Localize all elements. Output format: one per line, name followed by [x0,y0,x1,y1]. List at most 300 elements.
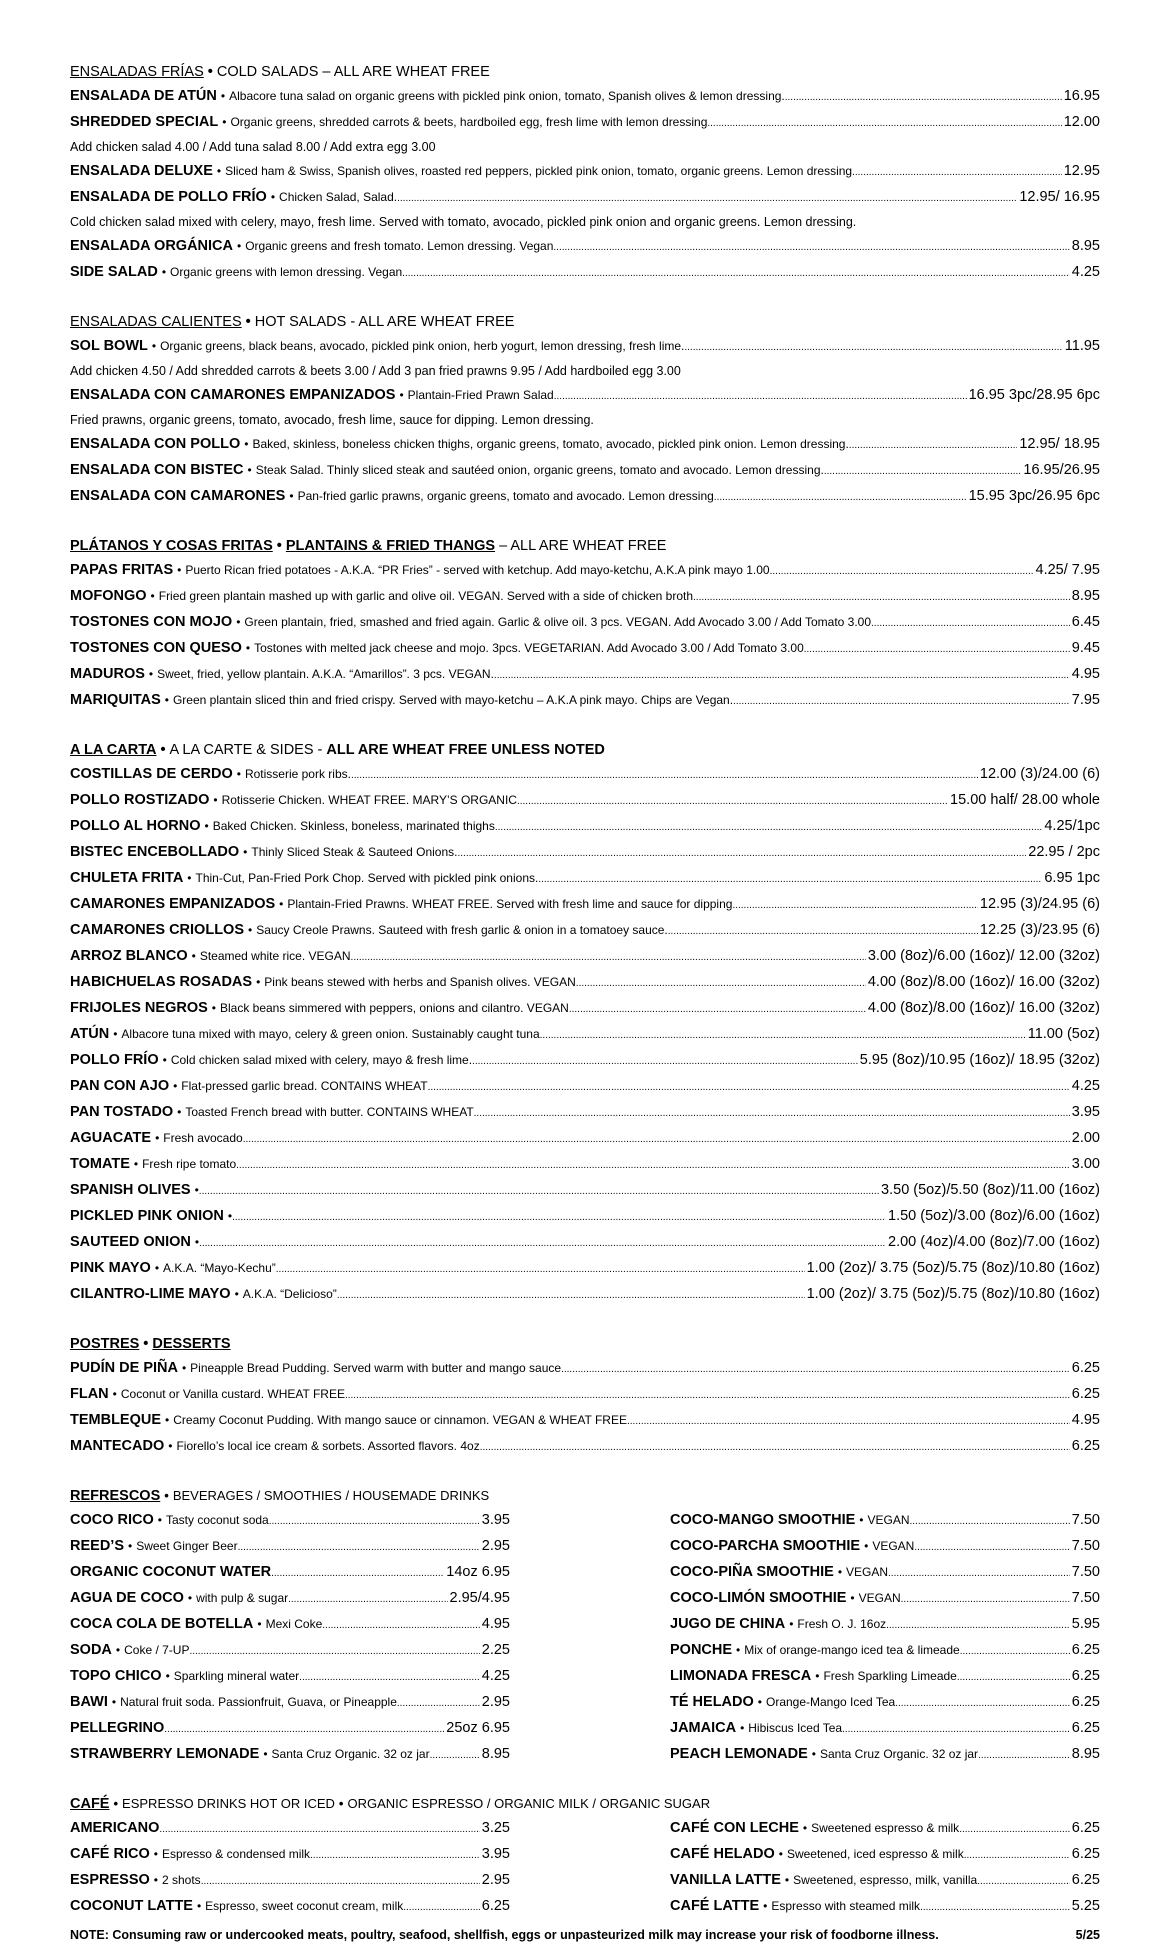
menu-item [70,1894,510,1920]
dot-leader [733,689,1070,714]
dot-leader [480,1435,1070,1460]
menu-item [70,1434,1100,1460]
dot-leader [888,1561,1070,1586]
item-description: Organic greens, black beans, avocado, pickled pink onion, herb yogurt, lemon dressing, fresh lime. [160,339,685,353]
item-price: 5.95 [1071,1616,1100,1632]
menu-item [70,762,1100,788]
menu-item [670,1586,1100,1612]
item-price: 12.00 (3)/24.00 (6) [979,766,1100,782]
item-price: 6.25 [1071,1668,1100,1684]
item-description: Sweetened espresso & milk [811,1821,960,1835]
dot-leader [351,763,978,788]
menu-item [70,1586,510,1612]
item-name: MANTECADO [70,1438,165,1454]
menu-item [670,1638,1100,1664]
bullet-separator: • [859,1513,864,1527]
menu-item [670,1868,1100,1894]
item-price: 16.95/26.95 [1023,462,1100,478]
item-price: 25oz 6.95 [446,1720,510,1736]
dot-leader [403,1895,480,1920]
item-name: BAWI [70,1694,108,1710]
item-price: 3.95 [481,1512,510,1528]
dot-leader [271,1561,444,1586]
dot-leader [199,1179,879,1204]
dot-leader [540,1023,1026,1048]
dot-leader [871,611,1070,636]
section-cafe [70,1792,1100,1920]
menu-item [70,234,1100,260]
item-note: Add chicken 4.50 / Add shredded carrots & beets 3.00 / Add 3 pan fried prawns 9.95 / Add hardboiled egg 3.00 [70,364,681,378]
bullet-separator: • [815,1669,820,1683]
item-list [70,84,1100,286]
item-description: Fresh ripe tomato [142,1157,237,1171]
item-description: Organic greens, shredded carrots & beets, hardboiled egg, fresh lime with lemon dressing [230,115,708,129]
bullet-separator: • [115,1643,121,1657]
item-name: ARROZ BLANCO [70,948,188,964]
bullet-separator: • [802,1821,808,1835]
menu-item [70,1204,1100,1230]
section-a-la-carta [70,738,1100,1308]
item-description: Fried green plantain mashed up with garlic and olive oil. VEGAN. Served with a side of chicken broth [158,589,694,603]
item-name: SOL BOWL [70,338,148,354]
item-price: 1.00 (2oz)/ 3.75 (5oz)/5.75 (8oz)/10.80 (16oz) [806,1260,1100,1276]
bullet-separator: • [789,1617,794,1631]
menu-item [670,1742,1100,1768]
item-name: COCA COLA DE BOTELLA [70,1616,254,1632]
item-price: 11.00 (5oz) [1027,1026,1100,1042]
item-name: AGUACATE [70,1130,152,1146]
item-name: SHREDDED SPECIAL [70,114,219,130]
bullet-separator: • [763,1899,768,1913]
dot-leader [201,1869,480,1894]
item-price: 2.95 [481,1538,510,1554]
item-description: Espresso & condensed milk [161,1847,311,1861]
menu-item [70,159,1100,185]
item-description: Santa Cruz Organic. 32 oz jar [271,1747,430,1761]
menu-item [70,1356,1100,1382]
bullet-separator: • [740,1721,745,1735]
item-name: FRIJOLES NEGROS [70,1000,208,1016]
item-name: PAN CON AJO [70,1078,170,1094]
item-name: ENSALADA ORGÁNICA [70,238,233,254]
section-title-en: DESSERTS [152,1336,231,1352]
bullet-separator: • [270,190,276,204]
bullet-separator: • [187,1591,193,1605]
dot-leader [430,1743,480,1768]
dot-leader [627,1409,1070,1434]
dot-leader [852,160,1062,185]
bullet-separator: • [181,1361,187,1375]
menu-item [70,1022,1100,1048]
menu-item [70,1408,1100,1434]
item-name: ENSALADA CON BISTEC [70,462,244,478]
menu-item [70,1534,510,1560]
dot-leader [978,1743,1070,1768]
item-description: Cold chicken salad mixed with celery, mayo & fresh lime. [170,1053,473,1067]
bullet-separator: • [837,1565,843,1579]
bullet-separator: • [227,1209,233,1223]
item-description: Sliced ham & Swiss, Spanish olives, roasted red peppers, pickled pink onion, tomato, organic greens. Lemon dressing [225,164,853,178]
menu-item [70,110,1100,136]
item-price: 2.00 (4oz)/4.00 (8oz)/7.00 (16oz) [888,1234,1100,1250]
item-description: Espresso with steamed milk [771,1899,921,1913]
menu-item [70,1382,1100,1408]
bullet-separator: • [153,1847,158,1861]
item-price: 7.50 [1071,1538,1100,1554]
bullet-separator: • [237,239,242,253]
item-name: ENSALADA DELUXE [70,163,213,179]
dot-leader [732,893,977,918]
bullet-separator: • [234,1287,239,1301]
menu-item [70,458,1100,484]
section-title-en: BEVERAGES / SMOOTHIES / HOUSEMADE DRINKS [172,1488,490,1503]
item-description: Albacore tuna mixed with mayo, celery & green onion. Sustainably caught tuna [121,1027,540,1041]
item-name: ESPRESSO [70,1872,150,1888]
dot-leader [428,1075,1070,1100]
item-name: ENSALADA DE ATÚN [70,88,217,104]
item-price: 3.00 [1071,1156,1100,1172]
item-name: MARIQUITAS [70,692,161,708]
item-description: Steamed white rice. VEGAN [199,949,351,963]
column-left [70,1816,510,1920]
menu-item [70,1256,1100,1282]
item-name: ENSALADA CON CAMARONES EMPANIZADOS [70,387,396,403]
menu-item [670,1690,1100,1716]
dot-leader [495,815,1043,840]
item-name: TEMBLEQUE [70,1412,162,1428]
bullet-separator: • [850,1591,855,1605]
bullet-separator: • [113,1027,118,1041]
item-name: PEACH LEMONADE [670,1746,808,1762]
bullet-separator: • [112,1387,117,1401]
menu-item [70,918,1100,944]
dot-leader [842,1717,1070,1742]
section-title-es: REFRESCOS [70,1488,161,1504]
bullet-separator: • [196,1899,202,1913]
bullet-separator: • [111,1695,117,1709]
bullet-separator: • [173,1079,178,1093]
dot-leader [714,485,967,510]
item-price: 14oz 6.95 [446,1564,510,1580]
menu-item [70,1742,510,1768]
item-price: 8.95 [1071,1746,1100,1762]
section-heading: PLÁTANOS Y COSAS FRITAS • PLANTAINS & FRIED THANGS – ALL ARE WHEAT FREE [70,538,667,554]
item-description: Plantain-Fried Prawns. WHEAT FREE. Served with fresh lime and sauce for dipping [287,897,733,911]
item-description: Organic greens and fresh tomato. Lemon dressing. Vegan [245,239,554,253]
item-name: HABICHUELAS ROSADAS [70,974,253,990]
bullet-separator: • [811,1747,816,1761]
bullet-separator: • [220,89,226,103]
item-price: 2.25 [481,1642,510,1658]
item-name: ENSALADA CON POLLO [70,436,241,452]
menu-item [70,662,1100,688]
item-name: TOSTONES CON MOJO [70,614,233,630]
bullet-separator: • [256,975,261,989]
item-price: 8.95 [1071,238,1100,254]
menu-item [70,1282,1100,1308]
bullet-separator: • [153,1873,158,1887]
bullet-separator: • [164,693,169,707]
item-price: 3.95 [481,1846,510,1862]
item-price: 2.95 [481,1872,510,1888]
item-price: 8.95 [481,1746,510,1762]
item-name: COCONUT LATTE [70,1898,193,1914]
section-heading: REFRESCOS • BEVERAGES / SMOOTHIES / HOUSEMADE DRINKS [70,1488,490,1504]
item-price: 22.95 / 2pc [1028,844,1100,860]
bullet-separator: • [279,897,284,911]
item-price: 6.25 [1071,1438,1100,1454]
dot-leader [553,235,1069,260]
menu-item [70,1716,510,1742]
item-price: 12.95/ 18.95 [1019,436,1100,452]
item-name: PAN TOSTADO [70,1104,174,1120]
item-name: FLAN [70,1386,109,1402]
menu-item [70,970,1100,996]
bullet-separator: • [213,793,218,807]
dot-leader [964,1843,1070,1868]
item-name: CAFÉ RICO [70,1846,150,1862]
item-description: Thinly Sliced Steak & Sauteed Onions. [251,845,458,859]
item-name: TOSTONES CON QUESO [70,640,242,656]
dot-leader [901,1587,1070,1612]
dot-leader [684,335,1062,360]
dot-leader [299,1665,480,1690]
section-title-suffix: – ALL ARE WHEAT FREE [499,538,667,554]
item-description: A.K.A. “Mayo-Kechu” [163,1261,276,1275]
bullet-separator: • [244,437,249,451]
item-name: CAFÉ HELADO [670,1846,775,1862]
dot-leader [668,919,978,944]
item-list [70,334,1100,510]
item-description: Sweetened, espresso, milk, vanilla [793,1873,978,1887]
bullet-separator: • [399,388,404,402]
menu-item [670,1816,1100,1842]
bullet-separator: • [157,1513,162,1527]
section-heading: POSTRES • DESSERTS [70,1336,231,1352]
item-description: Toasted French bread with butter. CONTAINS WHEAT [185,1105,474,1119]
item-price: 6.25 [1071,1642,1100,1658]
item-name: CHULETA FRITA [70,870,184,886]
allergy-note: NOTE: Consuming raw or undercooked meats, poultry, seafood, shellfish, eggs or unpasteurized milk may increase your risk of foodborne illness. [70,1928,939,1942]
dot-leader [322,1613,479,1638]
item-description: Espresso, sweet coconut cream, milk [205,1899,404,1913]
item-price: 4.25 [1071,1078,1100,1094]
item-description: Rotisserie Chicken. WHEAT FREE. MARY’S ORGANIC [221,793,517,807]
item-price: 15.95 3pc/26.95 6pc [968,488,1100,504]
item-description: Fresh avocado [163,1131,243,1145]
menu-item [70,1868,510,1894]
bullet-separator: • [151,339,157,353]
menu-item [70,996,1100,1022]
item-price: 6.25 [481,1898,510,1914]
dot-leader [824,459,1022,484]
bullet-separator: • [154,1261,160,1275]
item-price: 7.95 [1071,692,1100,708]
item-price: 6.25 [1071,1386,1100,1402]
item-description: Steak Salad. Thinly sliced steak and sautéed onion, organic greens, tomato and avocado. Lemon dressing. [255,463,824,477]
section-ensaladas-calientes [70,310,1100,510]
bullet-separator: • [177,563,182,577]
item-name: AGUA DE COCO [70,1590,184,1606]
item-description: Puerto Rican fried potatoes - A.K.A. “PR Fries” - served with ketchup. Add mayo-ketchu, A.K.A pink mayo 1.00 [185,563,770,577]
bullet-separator: • [247,463,252,477]
item-description: Tostones with melted jack cheese and mojo. 3pcs. VEGETARIAN. Add Avocado 3.00 / Add Tomato 3.00 [254,641,804,655]
bullet-separator: • [165,1669,170,1683]
column-right [670,1816,1100,1920]
item-description: Sparkling mineral water [173,1669,300,1683]
bullet-separator: • [778,1847,783,1861]
item-description: Natural fruit soda. Passionfruit, Guava, or Pineapple [120,1695,397,1709]
bullet-separator: • [165,1413,170,1427]
item-price: 4.25/ 7.95 [1035,562,1100,578]
menu-item [70,1560,510,1586]
menu-item [70,944,1100,970]
item-note: Fried prawns, organic greens, tomato, avocado, fresh lime, sauce for dipping. Lemon dressing. [70,413,594,427]
bullet-separator: • [204,819,209,833]
item-price: 3.00 (8oz)/6.00 (16oz)/ 12.00 (32oz) [867,948,1100,964]
item-price: 12.25 (3)/23.95 (6) [979,922,1100,938]
dot-leader [554,384,967,409]
section-title-bold: ALL ARE WHEAT FREE UNLESS NOTED [326,742,605,758]
section-title-en: HOT SALADS - ALL ARE WHEAT FREE [254,314,515,330]
item-price: 4.25 [1071,264,1100,280]
dot-leader [517,789,948,814]
dot-leader [310,1843,480,1868]
item-name: COCO-PIÑA SMOOTHIE [670,1564,834,1580]
item-description: Creamy Coconut Pudding. With mango sauce or cinnamon. VEGAN & WHEAT FREE [173,1413,627,1427]
dot-leader [472,1049,858,1074]
item-price: 12.00 [1063,114,1100,130]
item-description: VEGAN [867,1513,910,1527]
menu-item [70,584,1100,610]
dot-leader [538,867,1042,892]
menu-item [70,1816,510,1842]
item-name: LIMONADA FRESCA [670,1668,812,1684]
dot-leader [199,1231,886,1256]
item-name: STRAWBERRY LEMONADE [70,1746,260,1762]
item-name: COSTILLAS DE CERDO [70,766,233,782]
item-name: REED’S [70,1538,124,1554]
section-title-es: POSTRES [70,1336,140,1352]
item-price: 6.25 [1071,1360,1100,1376]
item-description: Pan-fried garlic prawns, organic greens, tomato and avocado. Lemon dressing [297,489,714,503]
bullet-separator: • [263,1747,268,1761]
dot-leader [804,637,1070,662]
dot-leader [910,1509,1070,1534]
menu-item [70,610,1100,636]
dot-leader [276,1257,805,1282]
dot-leader [232,1205,886,1230]
dot-leader [159,1817,479,1842]
item-price: 1.50 (5oz)/3.00 (8oz)/6.00 (16oz) [888,1208,1100,1224]
item-price: 12.95 [1063,163,1100,179]
dot-leader [920,1895,1070,1920]
item-price: 12.95 (3)/24.95 (6) [979,896,1100,912]
item-description: Saucy Creole Prawns. Sauteed with fresh garlic & onion in a tomatoey sauce. [256,923,668,937]
section-title-es: CAFÉ [70,1796,110,1812]
menu-item [70,788,1100,814]
bullet-separator: • [150,589,155,603]
item-description: Mix of orange-mango iced tea & limeade [744,1643,960,1657]
menu-page [70,60,1100,1946]
bullet-separator: • [194,1235,200,1249]
section-title-en: PLANTAINS & FRIED THANGS [285,538,496,554]
bullet-separator: • [133,1157,139,1171]
bullet-separator: • [155,1131,160,1145]
item-price: 6.25 [1071,1872,1100,1888]
item-price: 4.95 [481,1616,510,1632]
item-list [70,1356,1100,1460]
section-title-es: ENSALADAS FRÍAS [70,64,204,80]
section-refrescos [70,1484,1100,1768]
menu-item [670,1664,1100,1690]
item-name: ATÚN [70,1026,110,1042]
item-name: POLLO ROSTIZADO [70,792,210,808]
item-price: 4.00 (8oz)/8.00 (16oz)/ 16.00 (32oz) [867,974,1100,990]
item-name: CILANTRO-LIME MAYO [70,1286,231,1302]
dot-leader [957,1665,1070,1690]
item-description: Thin-Cut, Pan-Fried Pork Chop. Served with pickled pink onions. [195,871,539,885]
item-price: 9.45 [1071,640,1100,656]
dot-leader [770,559,1034,584]
dot-leader [576,971,866,996]
section-heading: CAFÉ • ESPRESSO DRINKS HOT OR ICED • ORGANIC ESPRESSO / ORGANIC MILK / ORGANIC SUGAR [70,1796,711,1812]
menu-item [670,1534,1100,1560]
dot-leader [785,85,1062,110]
item-description: Fiorello’s local ice cream & sorbets. Assorted flavors. 4oz [176,1439,480,1453]
item-price: 7.50 [1071,1590,1100,1606]
section-title-en: COLD SALADS – ALL ARE WHEAT FREE [216,64,490,80]
item-name: MADUROS [70,666,145,682]
item-price: 1.00 (2oz)/ 3.75 (5oz)/5.75 (8oz)/10.80 (16oz) [806,1286,1100,1302]
menu-item [70,1126,1100,1152]
section-title-es: A LA CARTA [70,742,157,758]
item-name: CAMARONES EMPANIZADOS [70,896,276,912]
item-name: JUGO DE CHINA [670,1616,786,1632]
item-description: Albacore tuna salad on organic greens with pickled pink onion, tomato, Spanish olives & lemon dressing. [229,89,785,103]
dot-leader [693,585,1070,610]
item-description: Fresh O. J. 16oz [797,1617,887,1631]
menu-item [70,636,1100,662]
dot-leader [707,111,1061,136]
bullet-separator: • [191,949,196,963]
item-price: 5.95 (8oz)/10.95 (16oz)/ 18.95 (32oz) [859,1052,1100,1068]
section-platanos [70,534,1100,714]
item-description: Mexi Coke [265,1617,323,1631]
item-name: POLLO AL HORNO [70,818,201,834]
item-name: SODA [70,1642,112,1658]
item-description: Rotisserie pork ribs. [244,767,351,781]
section-postres [70,1332,1100,1460]
section-title-en2: ORGANIC ESPRESSO / ORGANIC MILK / ORGANIC SUGAR [347,1796,711,1811]
dot-leader [243,1127,1070,1152]
item-price: 5.25 [1071,1898,1100,1914]
bullet-separator: • [161,265,167,279]
item-price: 6.45 [1071,614,1100,630]
bullet-separator: • [757,1695,762,1709]
item-description: with pulp & sugar [196,1591,289,1605]
section-title-es: PLÁTANOS Y COSAS FRITAS [70,538,273,554]
item-description: Sweet Ginger Beer [136,1539,238,1553]
item-description: Pineapple Bread Pudding. Served warm with butter and mango sauce [190,1361,562,1375]
item-name: SIDE SALAD [70,264,158,280]
item-name: SPANISH OLIVES [70,1182,191,1198]
item-price: 3.95 [1071,1104,1100,1120]
item-price: 7.50 [1071,1512,1100,1528]
dot-leader [959,1817,1070,1842]
bullet-separator: • [128,1539,133,1553]
item-price: 6.25 [1071,1720,1100,1736]
